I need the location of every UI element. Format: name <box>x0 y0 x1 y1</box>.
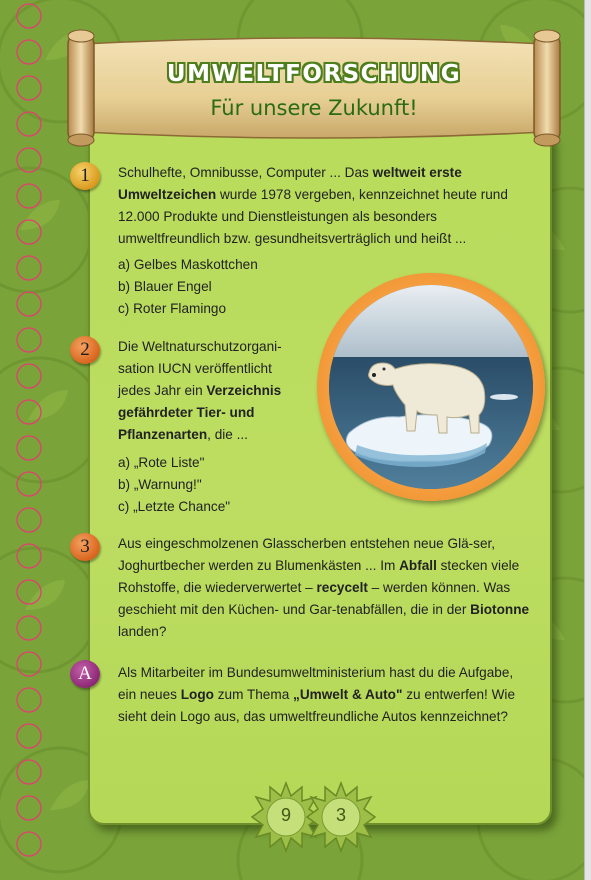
page-number-digit-9: 9 <box>280 805 291 825</box>
answer-option: b) Blauer Engel <box>118 279 212 294</box>
answer-option: c) Roter Flamingo <box>118 301 227 316</box>
spiral-binding-rings <box>0 0 45 880</box>
question-2-text: Die Weltnaturschutzorgani-sation IUCN veröffentlicht jedes Jahr ein Verzeichnis gefährdeter Tier- und Pflanzenarten, die ... <box>118 339 282 442</box>
page-edge <box>584 0 591 880</box>
question-badge-3: 3 <box>70 533 100 561</box>
question-3-text: Aus eingeschmolzenen Glasscherben entstehen neue Glä-ser, Joghurtbecher werden zu Blumenkästen ... Im Abfall stecken viele Rohstoffe, die wiederverwertet – recycelt – werden können. Was geschieht mit den Küchen- und Gar-tenabfällen, die in der Biotonne landen? <box>118 536 530 639</box>
question-2-answers <box>118 452 230 518</box>
question-1-answers <box>118 254 258 320</box>
question-badge-1: 1 <box>70 162 100 190</box>
polar-bear-photo-frame <box>317 273 545 501</box>
question-badge-a: A <box>70 660 100 688</box>
question-1-text: Schulhefte, Omnibusse, Computer ... Das weltweit erste Umweltzeichen wurde 1978 vergeben, kennzeichnet heute rund 12.000 Produkte und Dienstleistungen als besonders umweltfreundlich bzw. gesundheitsverträglich und heißt ... <box>118 165 508 246</box>
title-scroll-banner <box>62 26 566 154</box>
answer-option: b) „Warnung!" <box>118 477 202 492</box>
answer-option: c) „Letzte Chance" <box>118 499 231 514</box>
question-a-text: Als Mitarbeiter im Bundesumweltministerium hast du die Aufgabe, ein neues Logo zum Thema „Umwelt & Auto" zu entwerfen! Wie sieht dein Logo aus, das umweltfreundliche Autos kennzeichnet? <box>118 665 516 724</box>
page-subtitle: Für unsere Zukunft! <box>210 96 418 120</box>
answer-option: a) „Rote Liste" <box>118 455 205 470</box>
page-number-right <box>305 781 377 853</box>
page-number-digit-3: 3 <box>335 805 346 825</box>
answer-option: a) Gelbes Maskottchen <box>118 257 258 272</box>
scroll-icon <box>62 26 566 154</box>
question-badge-2: 2 <box>70 336 100 364</box>
page-title: UMWELTFORSCHUNG <box>166 61 462 87</box>
polar-bear-image <box>329 285 533 489</box>
